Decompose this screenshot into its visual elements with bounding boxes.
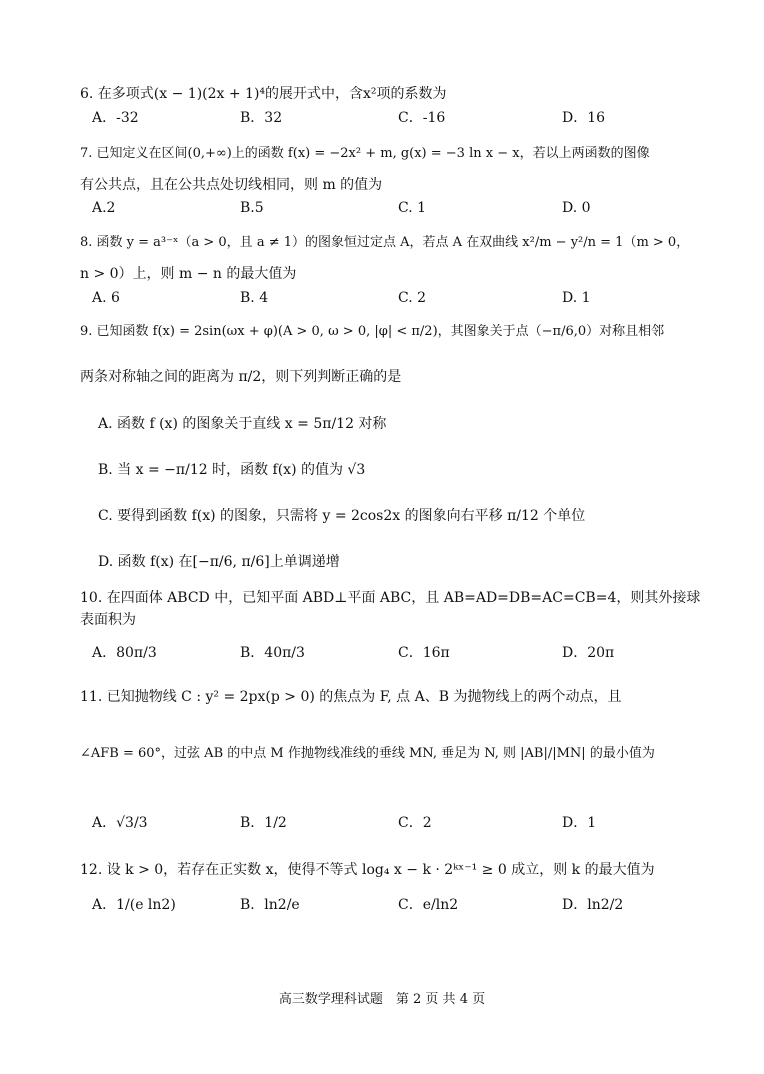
q11-options [92, 813, 692, 833]
q12-option-d: D．ln2/2 [562, 897, 624, 913]
q9-line1: 9. 已知函数 f(x) = 2sin(ωx + φ)(A > 0, ω > 0, |φ| < π/2)，其图象关于点（−π/6,0）对称且相邻 [80, 324, 665, 339]
q10-options [92, 643, 692, 663]
q11-option-d: D．1 [562, 815, 597, 831]
q12-option-c: C．e/ln2 [398, 897, 459, 913]
q7-option-a: A.2 [92, 200, 116, 216]
q7-line1: 7. 已知定义在区间(0,+∞)上的函数 f(x) = −2x² + m, g(x) = −3 ln x − x，若以上两函数的图像 [80, 146, 650, 161]
q9-option-b: B. 当 x = −π/12 时，函数 f(x) 的值为 √3 [98, 462, 366, 478]
q7-option-b: B.5 [240, 200, 264, 216]
q10-line2: 表面积为 [80, 612, 136, 628]
q8-option-c: C. 2 [398, 290, 427, 306]
q11-line2: ∠AFB = 60°，过弦 AB 的中点 M 作抛物线准线的垂线 MN, 垂足为 N, 则 |AB|/|MN| 的最小值为 [80, 746, 655, 761]
page-footer: 高三数学理科试题 第 2 页 共 4 页 [278, 992, 486, 1007]
q8-option-a: A. 6 [92, 290, 120, 306]
q10-option-b: B．40π/3 [240, 645, 305, 661]
q10-option-a: A．80π/3 [92, 645, 157, 661]
q11-option-b: B．1/2 [240, 815, 287, 831]
q8-option-d: D. 1 [562, 290, 591, 306]
q6-options [92, 108, 692, 128]
q6-option-b: B．32 [240, 110, 283, 126]
q6-stem: 6. 在多项式(x − 1)(2x + 1)⁴的展开式中，含x²项的系数为 [80, 86, 447, 102]
q12-option-a: A．1/(e ln2) [92, 897, 176, 913]
q10-option-c: C．16π [398, 645, 450, 661]
q11-option-a: A．√3/3 [92, 815, 148, 831]
q8-options [92, 288, 692, 308]
q7-option-d: D. 0 [562, 200, 591, 216]
q6-option-c: C．-16 [398, 110, 446, 126]
q6-option-a: A．-32 [92, 110, 139, 126]
q9-line2: 两条对称轴之间的距离为 π/2，则下列判断正确的是 [80, 369, 402, 385]
q9-option-d: D. 函数 f(x) 在[−π/6, π/6]上单调递增 [98, 554, 340, 570]
q8-option-b: B. 4 [240, 290, 269, 306]
q10-option-d: D．20π [562, 645, 615, 661]
q11-option-c: C．2 [398, 815, 432, 831]
q6-option-d: D．16 [562, 110, 606, 126]
q8-line2: n > 0）上，则 m − n 的最大值为 [80, 266, 297, 282]
q10-line1: 10. 在四面体 ABCD 中，已知平面 ABD⊥平面 ABC，且 AB=AD=DB=AC=CB=4，则其外接球 [80, 590, 701, 606]
q7-option-c: C. 1 [398, 200, 427, 216]
q12-stem: 12. 设 k > 0，若存在正实数 x，使得不等式 log₄ x − k · 2ᵏˣ⁻¹ ≥ 0 成立，则 k 的最大值为 [80, 862, 655, 878]
q8-line1: 8. 函数 y = a³⁻ˣ（a > 0，且 a ≠ 1）的图象恒过定点 A，若点 A 在双曲线 x²/m − y²/n = 1（m > 0， [80, 235, 690, 250]
q9-option-a: A. 函数 f (x) 的图象关于直线 x = 5π/12 对称 [98, 416, 387, 432]
q12-options [92, 895, 692, 915]
q9-option-c: C. 要得到函数 f(x) 的图象，只需将 y = 2cos2x 的图象向右平移 π/12 个单位 [98, 508, 586, 524]
q7-options [92, 198, 692, 218]
q7-line2: 有公共点，且在公共点处切线相同，则 m 的值为 [80, 177, 383, 193]
q11-line1: 11. 已知抛物线 C : y² = 2px(p > 0) 的焦点为 F, 点 A、B 为抛物线上的两个动点，且 [80, 689, 622, 705]
q12-option-b: B．ln2/e [240, 897, 300, 913]
